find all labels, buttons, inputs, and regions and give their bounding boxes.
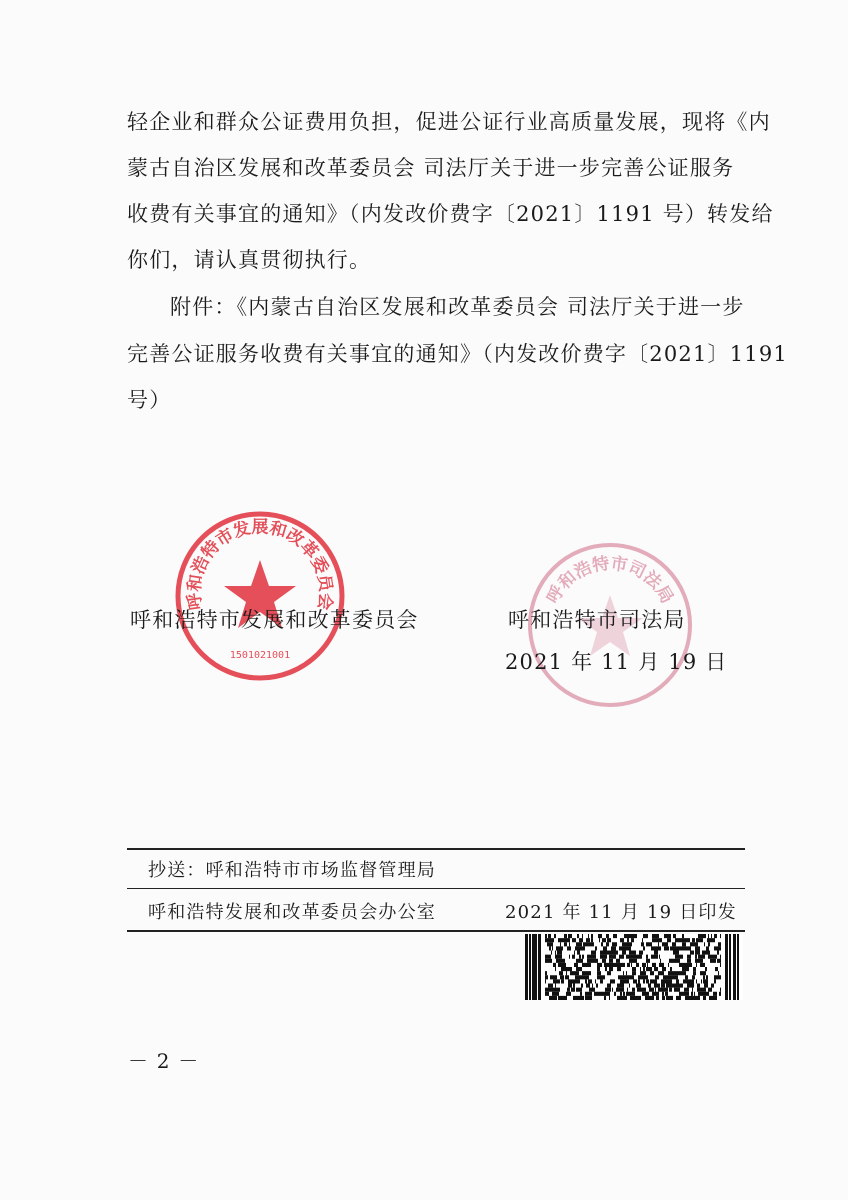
body-line-4: 你们，请认真贯彻执行。: [127, 248, 372, 272]
seal-stamp-left: [172, 508, 348, 684]
body-line-2: 蒙古自治区发展和改革委员会 司法厅关于进一步完善公证服务: [127, 156, 735, 180]
seal-left-text: 呼和浩特市发展和改革委员会: [184, 517, 336, 612]
attachment-line-3: 号）: [127, 388, 172, 412]
signature-date: 2021 年 11 月 19 日: [505, 650, 728, 674]
signature-org-left: 呼和浩特市发展和改革委员会: [130, 608, 419, 632]
signature-org-right: 呼和浩特市司法局: [508, 608, 686, 632]
attachment-line-1: 附件：《内蒙古自治区发展和改革委员会 司法厅关于进一步: [170, 295, 745, 319]
page-number: － 2 －: [128, 1049, 200, 1073]
attachment-line-2: 完善公证服务收费有关事宜的通知》（内发改价费字〔2021〕1191: [127, 342, 788, 366]
footer-rule-middle: [127, 888, 745, 889]
seal-left-code: 1501021001: [229, 650, 291, 661]
cc-line: 抄送：呼和浩特市市场监督管理局: [148, 860, 436, 881]
seal-right-text: 呼和浩特市司法局: [543, 553, 677, 608]
body-line-1: 轻企业和群众公证费用负担，促进公证行业高质量发展，现将《内: [127, 110, 771, 134]
body-line-3: 收费有关事宜的通知》（内发改价费字〔2021〕1191 号）转发给: [127, 202, 774, 226]
footer-rule-top: [127, 848, 745, 850]
footer-rule-bottom: [127, 930, 745, 932]
barcode-image: [525, 934, 743, 1000]
issuer-office: 呼和浩特发展和改革委员会办公室: [148, 902, 436, 923]
print-date: 2021 年 11 月 19 日印发: [505, 902, 737, 923]
